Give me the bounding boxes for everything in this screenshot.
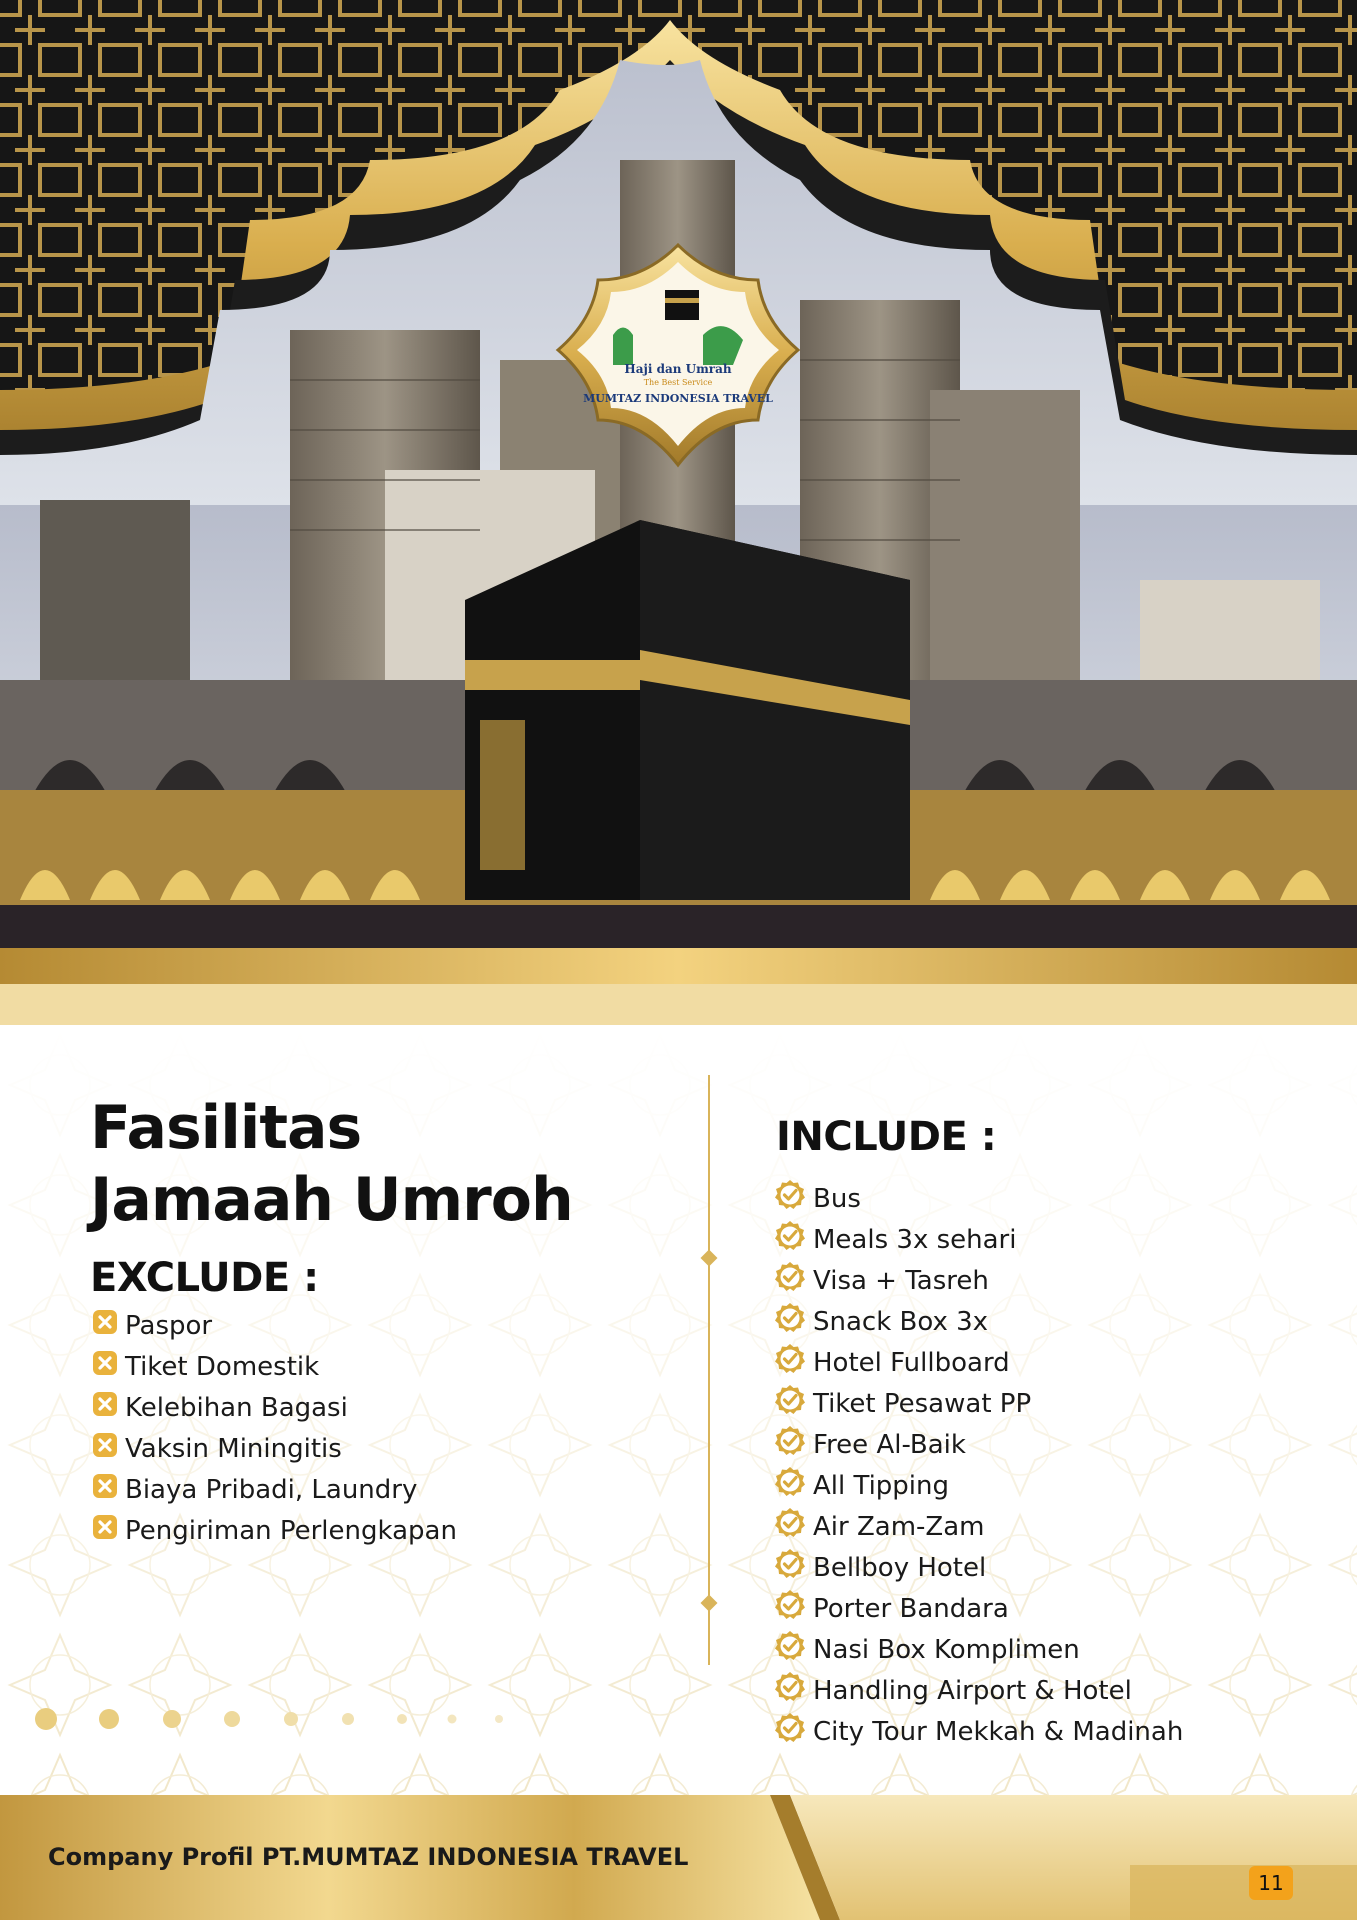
include-item — [774, 1711, 1183, 1752]
check-badge-icon — [774, 1343, 806, 1382]
exclude-heading: EXCLUDE : — [90, 1255, 319, 1301]
include-list — [774, 1178, 1183, 1752]
check-badge-icon — [774, 1302, 806, 1341]
check-badge-icon — [774, 1507, 806, 1546]
exclude-item-label: Vaksin Miningitis — [125, 1433, 342, 1464]
include-item — [774, 1588, 1183, 1629]
include-item-label: Handling Airport & Hotel — [813, 1675, 1132, 1706]
include-item-label: Meals 3x sehari — [813, 1224, 1017, 1255]
footer-company-text: Company Profil PT.MUMTAZ INDONESIA TRAVEL — [48, 1843, 689, 1871]
page-number-badge: 11 — [1249, 1866, 1293, 1900]
check-badge-icon — [774, 1712, 806, 1751]
check-badge-icon — [774, 1179, 806, 1218]
x-box-icon — [92, 1473, 118, 1506]
title-line-2: Jamaah Umroh — [90, 1165, 573, 1235]
logo-emblem — [553, 240, 803, 470]
x-box-icon — [92, 1391, 118, 1424]
x-box-icon — [92, 1309, 118, 1342]
include-item-label: Snack Box 3x — [813, 1306, 989, 1337]
check-badge-icon — [774, 1671, 806, 1710]
column-divider — [708, 1075, 710, 1665]
include-item-label: Hotel Fullboard — [813, 1347, 1010, 1378]
exclude-item — [92, 1387, 457, 1428]
include-item-label: Bellboy Hotel — [813, 1552, 987, 1583]
include-item-label: Air Zam-Zam — [813, 1511, 985, 1542]
check-badge-icon — [774, 1466, 806, 1505]
logo-tagline: Haji dan Umrah — [624, 362, 732, 376]
check-badge-icon — [774, 1220, 806, 1259]
exclude-item — [92, 1346, 457, 1387]
include-item — [774, 1547, 1183, 1588]
logo-name: MUMTAZ INDONESIA TRAVEL — [583, 392, 773, 405]
exclude-item-label: Biaya Pribadi, Laundry — [125, 1474, 418, 1505]
title-line-1: Fasilitas — [90, 1093, 362, 1163]
include-item-label: Nasi Box Komplimen — [813, 1634, 1080, 1665]
company-logo — [553, 240, 803, 470]
x-box-icon — [92, 1514, 118, 1547]
logo-subtagline: The Best Service — [643, 378, 713, 387]
exclude-item-label: Kelebihan Bagasi — [125, 1392, 348, 1423]
include-item — [774, 1506, 1183, 1547]
include-item — [774, 1178, 1183, 1219]
check-badge-icon — [774, 1630, 806, 1669]
x-box-icon — [92, 1350, 118, 1383]
include-item-label: City Tour Mekkah & Madinah — [813, 1716, 1184, 1747]
exclude-item — [92, 1510, 457, 1551]
include-heading: INCLUDE : — [776, 1114, 997, 1160]
exclude-item-label: Tiket Domestik — [125, 1351, 320, 1382]
check-badge-icon — [774, 1548, 806, 1587]
include-item — [774, 1342, 1183, 1383]
include-item — [774, 1629, 1183, 1670]
check-badge-icon — [774, 1425, 806, 1464]
check-badge-icon — [774, 1589, 806, 1628]
page-title — [90, 1092, 573, 1236]
include-item-label: All Tipping — [813, 1470, 950, 1501]
x-box-icon — [92, 1432, 118, 1465]
include-item — [774, 1670, 1183, 1711]
include-item-label: Bus — [813, 1183, 861, 1214]
include-item-label: Tiket Pesawat PP — [813, 1388, 1032, 1419]
exclude-item — [92, 1428, 457, 1469]
exclude-item-label: Pengiriman Perlengkapan — [125, 1515, 457, 1546]
include-item — [774, 1260, 1183, 1301]
decorative-dots — [34, 1707, 524, 1731]
check-badge-icon — [774, 1261, 806, 1300]
exclude-item — [92, 1305, 457, 1346]
include-item — [774, 1465, 1183, 1506]
include-item — [774, 1301, 1183, 1342]
exclude-list — [92, 1305, 457, 1551]
include-item-label: Visa + Tasreh — [813, 1265, 989, 1296]
exclude-item-label: Paspor — [125, 1310, 213, 1341]
include-item-label: Porter Bandara — [813, 1593, 1009, 1624]
include-item — [774, 1424, 1183, 1465]
include-item — [774, 1383, 1183, 1424]
include-item — [774, 1219, 1183, 1260]
exclude-item — [92, 1469, 457, 1510]
include-item-label: Free Al-Baik — [813, 1429, 966, 1460]
check-badge-icon — [774, 1384, 806, 1423]
